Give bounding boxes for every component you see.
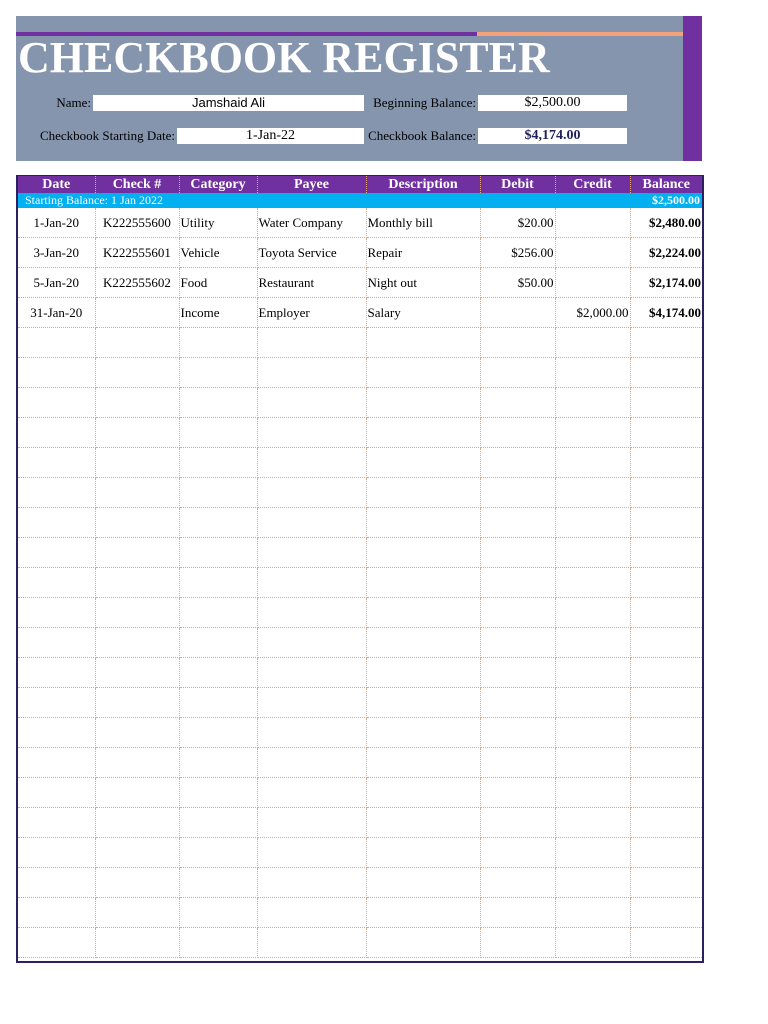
empty-row <box>18 358 702 388</box>
cell-payee[interactable] <box>257 838 366 868</box>
name-field[interactable]: Jamshaid Ali <box>93 95 364 111</box>
cell-description[interactable] <box>366 478 480 508</box>
cell-description[interactable] <box>366 448 480 478</box>
register-table <box>18 176 702 958</box>
cell-check-number[interactable] <box>95 748 179 778</box>
cell-credit[interactable]: $2,000.00 <box>555 298 630 328</box>
cell-category[interactable] <box>179 928 257 958</box>
cell-category[interactable] <box>179 598 257 628</box>
cell-debit[interactable] <box>480 688 555 718</box>
cell-category[interactable] <box>179 328 257 358</box>
cell-date[interactable] <box>18 328 95 358</box>
cell-payee[interactable]: Water Company <box>257 208 366 238</box>
empty-row <box>18 598 702 628</box>
cell-description[interactable]: Repair <box>366 238 480 268</box>
cell-payee[interactable] <box>257 358 366 388</box>
empty-row <box>18 808 702 838</box>
cell-check-number[interactable]: K222555601 <box>95 238 179 268</box>
cell-date[interactable] <box>18 868 95 898</box>
cell-payee[interactable] <box>257 688 366 718</box>
cell-category[interactable]: Vehicle <box>179 238 257 268</box>
cell-balance[interactable] <box>630 328 702 358</box>
cell-category[interactable] <box>179 808 257 838</box>
cell-debit[interactable] <box>480 358 555 388</box>
cell-check-number[interactable]: K222555600 <box>95 208 179 238</box>
transaction-row <box>18 208 702 238</box>
cell-description[interactable] <box>366 688 480 718</box>
empty-row <box>18 508 702 538</box>
cell-balance[interactable] <box>630 688 702 718</box>
cell-credit[interactable] <box>555 208 630 238</box>
cell-balance[interactable] <box>630 538 702 568</box>
empty-row <box>18 568 702 598</box>
register-table-container <box>16 175 704 963</box>
cell-balance[interactable] <box>630 628 702 658</box>
cell-payee[interactable]: Employer <box>257 298 366 328</box>
cell-balance[interactable] <box>630 928 702 958</box>
cell-check-number[interactable] <box>95 538 179 568</box>
transaction-row <box>18 238 702 268</box>
cell-payee[interactable] <box>257 898 366 928</box>
column-header-date[interactable]: Date <box>18 176 95 193</box>
cell-credit[interactable] <box>555 748 630 778</box>
cell-description[interactable] <box>366 508 480 538</box>
cell-balance[interactable] <box>630 868 702 898</box>
cell-debit[interactable] <box>480 538 555 568</box>
cell-check-number[interactable] <box>95 328 179 358</box>
empty-row <box>18 388 702 418</box>
empty-row <box>18 448 702 478</box>
cell-debit[interactable] <box>480 868 555 898</box>
column-header-description[interactable]: Description <box>366 176 480 193</box>
cell-payee[interactable] <box>257 778 366 808</box>
cell-balance[interactable] <box>630 508 702 538</box>
cell-balance[interactable]: $2,480.00 <box>630 208 702 238</box>
cell-check-number[interactable] <box>95 928 179 958</box>
cell-debit[interactable] <box>480 928 555 958</box>
cell-category[interactable] <box>179 748 257 778</box>
cell-debit[interactable]: $50.00 <box>480 268 555 298</box>
cell-debit[interactable] <box>480 658 555 688</box>
cell-category[interactable] <box>179 448 257 478</box>
cell-category[interactable] <box>179 838 257 868</box>
cell-check-number[interactable] <box>95 838 179 868</box>
cell-check-number[interactable] <box>95 418 179 448</box>
cell-balance[interactable]: $2,174.00 <box>630 268 702 298</box>
cell-description[interactable] <box>366 598 480 628</box>
cell-category[interactable] <box>179 418 257 448</box>
cell-category[interactable] <box>179 778 257 808</box>
cell-category[interactable] <box>179 718 257 748</box>
cell-description[interactable] <box>366 568 480 598</box>
cell-payee[interactable] <box>257 868 366 898</box>
cell-credit[interactable] <box>555 538 630 568</box>
cell-description[interactable] <box>366 928 480 958</box>
cell-description[interactable] <box>366 838 480 868</box>
cell-credit[interactable] <box>555 358 630 388</box>
cell-check-number[interactable] <box>95 688 179 718</box>
cell-date[interactable] <box>18 388 95 418</box>
cell-description[interactable]: Night out <box>366 268 480 298</box>
cell-check-number[interactable] <box>95 808 179 838</box>
cell-balance[interactable] <box>630 808 702 838</box>
beginning-balance-field[interactable]: $2,500.00 <box>478 95 627 111</box>
cell-description[interactable] <box>366 388 480 418</box>
cell-payee[interactable] <box>257 538 366 568</box>
cell-category[interactable] <box>179 508 257 538</box>
cell-payee[interactable] <box>257 628 366 658</box>
cell-date[interactable]: 1-Jan-20 <box>18 208 95 238</box>
cell-check-number[interactable] <box>95 298 179 328</box>
cell-debit[interactable]: $20.00 <box>480 208 555 238</box>
cell-debit[interactable] <box>480 478 555 508</box>
cell-payee[interactable] <box>257 718 366 748</box>
cell-category[interactable] <box>179 898 257 928</box>
cell-balance[interactable] <box>630 748 702 778</box>
cell-date[interactable] <box>18 598 95 628</box>
empty-row <box>18 898 702 928</box>
cell-category[interactable]: Income <box>179 298 257 328</box>
cell-debit[interactable] <box>480 808 555 838</box>
name-label: Name: <box>56 95 91 110</box>
starting-balance-value: $2,500.00 <box>630 193 702 208</box>
cell-debit[interactable] <box>480 388 555 418</box>
cell-payee[interactable] <box>257 658 366 688</box>
cell-date[interactable] <box>18 838 95 868</box>
cell-payee[interactable] <box>257 508 366 538</box>
column-header-check[interactable]: Check # <box>95 176 179 193</box>
cell-debit[interactable] <box>480 748 555 778</box>
starting-balance-row <box>18 193 702 208</box>
cell-description[interactable] <box>366 628 480 658</box>
cell-debit[interactable]: $256.00 <box>480 238 555 268</box>
column-header-debit[interactable]: Debit <box>480 176 555 193</box>
empty-row <box>18 418 702 448</box>
cell-description[interactable] <box>366 328 480 358</box>
cell-balance[interactable] <box>630 568 702 598</box>
cell-credit[interactable] <box>555 778 630 808</box>
cell-category[interactable] <box>179 478 257 508</box>
cell-date[interactable] <box>18 718 95 748</box>
cell-payee[interactable] <box>257 928 366 958</box>
cell-check-number[interactable] <box>95 778 179 808</box>
cell-credit[interactable] <box>555 898 630 928</box>
cell-check-number[interactable] <box>95 358 179 388</box>
cell-balance[interactable]: $2,224.00 <box>630 238 702 268</box>
transaction-row <box>18 268 702 298</box>
cell-description[interactable] <box>366 418 480 448</box>
cell-category[interactable] <box>179 358 257 388</box>
cell-debit[interactable] <box>480 448 555 478</box>
cell-credit[interactable] <box>555 838 630 868</box>
cell-payee[interactable] <box>257 478 366 508</box>
cell-debit[interactable] <box>480 418 555 448</box>
starting-balance-label: Starting Balance: 1 Jan 2022 <box>18 193 630 208</box>
cell-payee[interactable]: Restaurant <box>257 268 366 298</box>
checkbook-balance-field: $4,174.00 <box>478 128 627 144</box>
cell-check-number[interactable] <box>95 868 179 898</box>
empty-row <box>18 538 702 568</box>
cell-debit[interactable] <box>480 298 555 328</box>
cell-credit[interactable] <box>555 328 630 358</box>
cell-credit[interactable] <box>555 928 630 958</box>
cell-debit[interactable] <box>480 628 555 658</box>
cell-credit[interactable] <box>555 808 630 838</box>
cell-balance[interactable]: $4,174.00 <box>630 298 702 328</box>
cell-debit[interactable] <box>480 598 555 628</box>
start-date-field[interactable]: 1-Jan-22 <box>177 128 364 144</box>
beginning-balance-label: Beginning Balance: <box>373 95 476 110</box>
cell-payee[interactable] <box>257 568 366 598</box>
cell-date[interactable] <box>18 508 95 538</box>
cell-balance[interactable] <box>630 358 702 388</box>
cell-balance[interactable] <box>630 778 702 808</box>
cell-check-number[interactable] <box>95 598 179 628</box>
cell-credit[interactable] <box>555 388 630 418</box>
cell-description[interactable]: Monthly bill <box>366 208 480 238</box>
cell-date[interactable]: 5-Jan-20 <box>18 268 95 298</box>
cell-description[interactable] <box>366 898 480 928</box>
cell-credit[interactable] <box>555 478 630 508</box>
cell-credit[interactable] <box>555 628 630 658</box>
cell-date[interactable] <box>18 538 95 568</box>
cell-payee[interactable] <box>257 598 366 628</box>
empty-row <box>18 688 702 718</box>
cell-description[interactable] <box>366 358 480 388</box>
cell-credit[interactable] <box>555 598 630 628</box>
page-title: CHECKBOOK REGISTER <box>18 33 550 82</box>
cell-debit[interactable] <box>480 328 555 358</box>
cell-description[interactable] <box>366 808 480 838</box>
cell-balance[interactable] <box>630 838 702 868</box>
column-header-row <box>18 176 702 193</box>
cell-check-number[interactable] <box>95 478 179 508</box>
empty-row <box>18 928 702 958</box>
cell-date[interactable] <box>18 748 95 778</box>
empty-row <box>18 658 702 688</box>
cell-date[interactable] <box>18 448 95 478</box>
cell-date[interactable] <box>18 658 95 688</box>
empty-row <box>18 778 702 808</box>
cell-credit[interactable] <box>555 688 630 718</box>
cell-balance[interactable] <box>630 658 702 688</box>
cell-date[interactable] <box>18 778 95 808</box>
cell-description[interactable] <box>366 778 480 808</box>
cell-check-number[interactable] <box>95 568 179 598</box>
cell-date[interactable] <box>18 628 95 658</box>
cell-balance[interactable] <box>630 718 702 748</box>
empty-row <box>18 748 702 778</box>
cell-category[interactable] <box>179 868 257 898</box>
empty-row <box>18 868 702 898</box>
cell-credit[interactable] <box>555 238 630 268</box>
cell-date[interactable]: 3-Jan-20 <box>18 238 95 268</box>
cell-debit[interactable] <box>480 838 555 868</box>
cell-balance[interactable] <box>630 418 702 448</box>
header-side-bar <box>683 16 702 161</box>
cell-date[interactable] <box>18 898 95 928</box>
cell-payee[interactable] <box>257 328 366 358</box>
column-header-balance[interactable]: Balance <box>630 176 702 193</box>
cell-balance[interactable] <box>630 478 702 508</box>
cell-credit[interactable] <box>555 418 630 448</box>
cell-description[interactable] <box>366 658 480 688</box>
cell-credit[interactable] <box>555 718 630 748</box>
cell-date[interactable] <box>18 928 95 958</box>
cell-credit[interactable] <box>555 658 630 688</box>
cell-debit[interactable] <box>480 508 555 538</box>
cell-payee[interactable] <box>257 748 366 778</box>
empty-row <box>18 628 702 658</box>
cell-date[interactable] <box>18 808 95 838</box>
cell-balance[interactable] <box>630 598 702 628</box>
cell-category[interactable] <box>179 388 257 418</box>
cell-check-number[interactable] <box>95 718 179 748</box>
cell-description[interactable] <box>366 718 480 748</box>
cell-category[interactable] <box>179 538 257 568</box>
cell-check-number[interactable] <box>95 388 179 418</box>
cell-description[interactable] <box>366 538 480 568</box>
checkbook-balance-label: Checkbook Balance: <box>368 128 476 143</box>
cell-category[interactable] <box>179 568 257 598</box>
cell-check-number[interactable] <box>95 898 179 928</box>
cell-debit[interactable] <box>480 568 555 598</box>
column-header-category[interactable]: Category <box>179 176 257 193</box>
cell-category[interactable] <box>179 628 257 658</box>
cell-credit[interactable] <box>555 508 630 538</box>
cell-category[interactable]: Utility <box>179 208 257 238</box>
empty-row <box>18 328 702 358</box>
cell-credit[interactable] <box>555 868 630 898</box>
cell-check-number[interactable]: K222555602 <box>95 268 179 298</box>
cell-category[interactable] <box>179 688 257 718</box>
cell-date[interactable] <box>18 478 95 508</box>
cell-debit[interactable] <box>480 718 555 748</box>
cell-date[interactable] <box>18 358 95 388</box>
cell-description[interactable]: Salary <box>366 298 480 328</box>
cell-description[interactable] <box>366 868 480 898</box>
cell-balance[interactable] <box>630 388 702 418</box>
cell-category[interactable]: Food <box>179 268 257 298</box>
cell-balance[interactable] <box>630 898 702 928</box>
empty-row <box>18 718 702 748</box>
cell-payee[interactable]: Toyota Service <box>257 238 366 268</box>
cell-debit[interactable] <box>480 778 555 808</box>
cell-date[interactable] <box>18 418 95 448</box>
cell-check-number[interactable] <box>95 658 179 688</box>
transaction-row <box>18 298 702 328</box>
cell-date[interactable] <box>18 688 95 718</box>
cell-payee[interactable] <box>257 418 366 448</box>
cell-check-number[interactable] <box>95 628 179 658</box>
cell-payee[interactable] <box>257 448 366 478</box>
cell-date[interactable] <box>18 568 95 598</box>
empty-row <box>18 478 702 508</box>
empty-row <box>18 838 702 868</box>
cell-credit[interactable] <box>555 448 630 478</box>
cell-payee[interactable] <box>257 808 366 838</box>
cell-debit[interactable] <box>480 898 555 928</box>
cell-payee[interactable] <box>257 388 366 418</box>
cell-balance[interactable] <box>630 448 702 478</box>
cell-check-number[interactable] <box>95 508 179 538</box>
cell-credit[interactable] <box>555 568 630 598</box>
cell-credit[interactable] <box>555 268 630 298</box>
cell-category[interactable] <box>179 658 257 688</box>
cell-description[interactable] <box>366 748 480 778</box>
start-date-label: Checkbook Starting Date: <box>39 128 175 143</box>
cell-date[interactable]: 31-Jan-20 <box>18 298 95 328</box>
cell-check-number[interactable] <box>95 448 179 478</box>
column-header-payee[interactable]: Payee <box>257 176 366 193</box>
column-header-credit[interactable]: Credit <box>555 176 630 193</box>
